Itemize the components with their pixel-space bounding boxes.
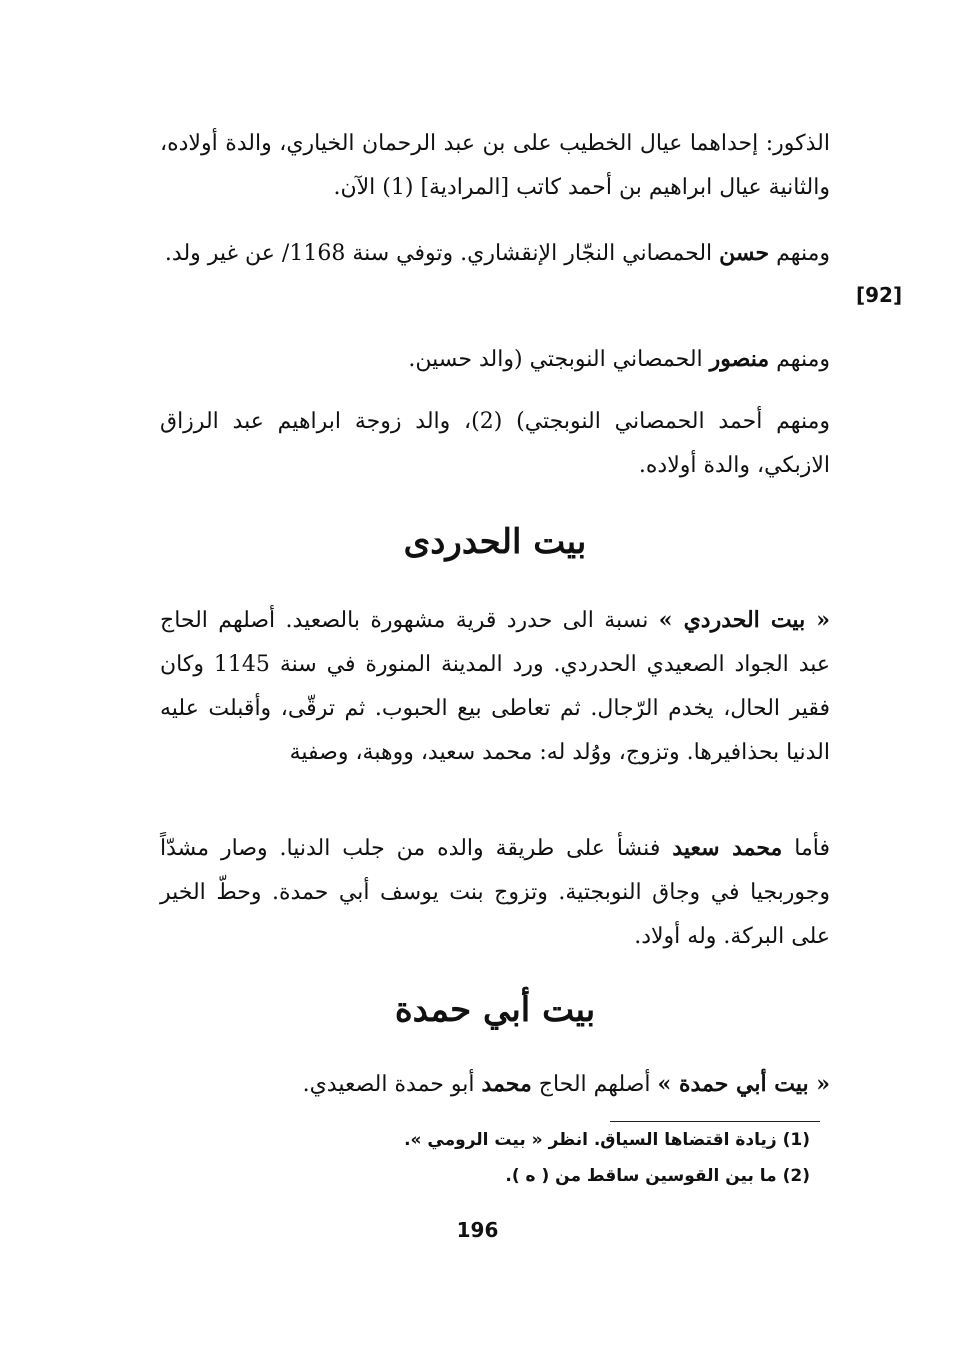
footnote-divider (610, 1121, 820, 1122)
paragraph-4 (160, 400, 830, 488)
paragraph-4-text: ومنهم أحمد الحمصاني النوبجتي) (2)، والد زوجة ابراهيم عبد الرزاق الازبكي، والدة أولاده. (160, 409, 830, 478)
paragraph-2 (160, 231, 830, 276)
margin-reference: [92] (856, 283, 903, 307)
paragraph-3-text: الحمصاني النوبجتي (والد حسين. (408, 347, 703, 372)
paragraph-6 (160, 826, 830, 959)
paragraph-6-lead: فأما (794, 836, 830, 861)
paragraph-1-text: الذكور: إحداهما عيال الخطيب على بن عبد الرحمان الخياري، والدة أولاده، والثانية عيال ابراهيم بن أحمد كاتب [المرادية] (1) الآن. (160, 131, 830, 200)
paragraph-5-house-name: « بيت الحدردي » (658, 607, 830, 633)
paragraph-5-text: نسبة الى حدرد قرية مشهورة بالصعيد. أصلهم الحاج عبد الجواد الصعيدي الحدردي. ورد المدينة المنورة في سنة 1145 وكان فقير الحال، يخدم الرّجال. ثم تعاطى بيع الحبوب. ثم ترقّى، وأقبلت عليه الدنيا بحذافيرها. وتزوج، ووُلد له: محمد سعيد، ووهبة، وصفية (160, 608, 831, 765)
paragraph-5 (160, 598, 830, 775)
footnote-2: (2) ما بين القوسين ساقط من ( ه ). (505, 1166, 810, 1186)
paragraph-2-text: الحمصاني النجّار الإنقشاري. وتوفي سنة 1168/ عن غير ولد. (164, 241, 713, 266)
paragraph-7-house-name: « بيت أبي حمدة » (657, 1071, 830, 1097)
section-heading-hadradi: بيت الحدردى (403, 522, 587, 562)
paragraph-2-name: حسن (719, 240, 770, 266)
paragraph-3-name: منصور (709, 346, 770, 372)
paragraph-1 (160, 122, 830, 210)
paragraph-7-mid: أصلهم الحاج (538, 1072, 651, 1097)
paragraph-6-text: فنشأ على طريقة والده من جلب الدنيا. وصار مشدّاً وجوربجيا في وجاق النوبجتية. وتزوج بنت يوسف أبي حمدة. وحطّ الخير على البركة. وله أولاد. (160, 836, 830, 949)
paragraph-2-lead: ومنهم (776, 241, 830, 266)
paragraph-7-text: أبو حمدة الصعيدي. (302, 1072, 475, 1097)
paragraph-7 (160, 1062, 830, 1107)
paragraph-3 (160, 337, 830, 382)
paragraph-6-name: محمد سعيد (672, 835, 783, 861)
footnote-1: (1) زيادة اقتضاها السياق. انظر « بيت الرومي ». (404, 1130, 810, 1150)
section-heading-abi-hamda: بيت أبي حمدة (394, 990, 596, 1030)
page-number: 196 (456, 1218, 499, 1242)
paragraph-3-lead: ومنهم (776, 347, 830, 372)
paragraph-7-name: محمد (481, 1071, 532, 1097)
